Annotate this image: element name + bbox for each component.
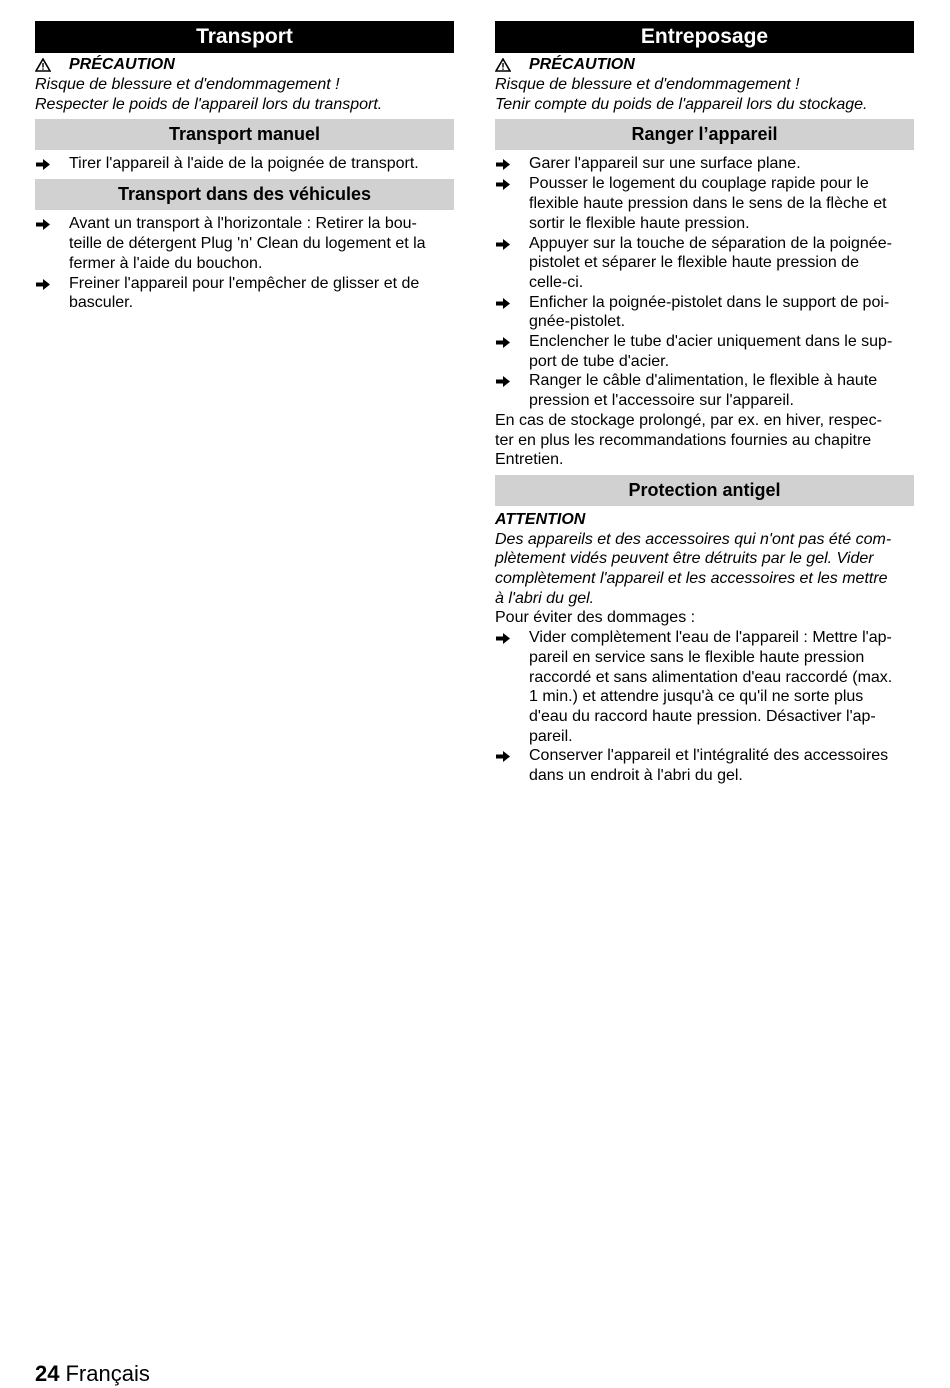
list-item [35,274,454,313]
list-item-text: pistolet et séparer le flexible haute pression de [529,254,859,272]
list-item [495,371,914,410]
caution-text: Tenir compte du poids de l'appareil lors du stockage. [495,95,868,113]
list-item [495,628,914,746]
arrow-right-icon [495,371,529,391]
left-column [35,21,454,313]
arrow-right-icon [495,234,529,254]
list-item [495,332,914,371]
attention-title: ATTENTION [495,510,586,528]
list-item-text: dans un endroit à l'abri du gel. [529,767,743,785]
list-item-text: basculer. [69,294,134,312]
caution-header [495,55,914,75]
list-item [495,293,914,332]
list-item-text: Enficher la poignée-pistolet dans le support de poi- [529,293,890,311]
list-item [495,234,914,293]
list-item-text: sortir le flexible haute pression. [529,214,750,232]
caution-text: Risque de blessure et d'endommagement ! [495,76,800,93]
list-item-text: d'eau du raccord haute pression. Désactiver l'ap- [529,707,876,725]
page-number: 24 [35,1361,60,1386]
list-item-text: Ranger le câble d'alimentation, le flexible à haute [529,372,878,390]
list-item-text: Avant un transport à l'horizontale : Retirer la bou- [69,215,417,233]
paragraph-text: En cas de stockage prolongé, par ex. en hiver, respec- [495,411,882,429]
list-item-text: pareil en service sans le flexible haute pression [529,648,865,666]
list-item-text: gnée-pistolet. [529,313,626,331]
right-column [495,21,914,786]
list-item [495,174,914,233]
subsection-title-ranger: Ranger l’appareil [495,119,914,150]
arrow-right-icon [495,746,529,766]
list-item-text: Appuyer sur la touche de séparation de la poignée- [529,234,892,252]
attention-text: plètement vidés peuvent être détruits par le gel. Vider [495,550,874,568]
attention-text: Des appareils et des accessoires qui n'ont pas été com- [495,530,892,548]
warning-triangle-icon [35,55,69,75]
subsection-title-transport-manuel: Transport manuel [35,119,454,150]
list-item-text: Garer l'appareil sur une surface plane. [529,155,801,173]
arrow-right-icon [495,293,529,313]
list-item-text: fermer à l'aide du bouchon. [69,254,263,272]
list-item [35,154,454,174]
section-title-entreposage: Entreposage [495,21,914,53]
caution-header [35,55,454,75]
list-item-text: Enclencher le tube d'acier uniquement dans le sup- [529,333,893,351]
arrow-right-icon [35,154,69,174]
list-item-text: pression et l'accessoire sur l'appareil. [529,392,794,410]
arrow-right-icon [35,214,69,234]
list-item-text: Freiner l'appareil pour l'empêcher de glisser et de [69,274,420,292]
arrow-right-icon [495,174,529,194]
footer-language: Français [65,1361,150,1386]
list-item-text: raccordé et sans alimentation d'eau raccordé (max. [529,668,893,686]
list-item [495,154,914,174]
warning-triangle-icon [495,55,529,75]
list-item-text: 1 min.) et attendre jusqu'à ce qu'il ne sorte plus [529,688,864,706]
section-title-transport: Transport [35,21,454,53]
paragraph-text: Entretien. [495,451,564,469]
arrow-right-icon [495,154,529,174]
page-footer [35,1360,150,1388]
caution-text: Respecter le poids de l'appareil lors du transport. [35,95,383,113]
subsection-title-transport-vehicules: Transport dans des véhicules [35,179,454,210]
list-item-text: Conserver l'appareil et l'intégralité des accessoires [529,747,889,765]
attention-text: complètement l'appareil et les accessoires et les mettre [495,570,888,588]
list-item-text: teille de détergent Plug 'n' Clean du logement et la [69,235,426,253]
arrow-right-icon [495,332,529,352]
arrow-right-icon [495,628,529,648]
intro-text: Pour éviter des dommages : [495,609,696,627]
arrow-right-icon [35,274,69,294]
list-item [495,746,914,785]
list-item-text: celle-ci. [529,273,584,291]
list-item-text: flexible haute pression dans le sens de la flèche et [529,195,887,213]
list-item-text: port de tube d'acier. [529,352,670,370]
list-item-text: Vider complètement l'eau de l'appareil : Mettre l'ap- [529,629,892,647]
caution-title: PRÉCAUTION [69,56,175,74]
caution-title: PRÉCAUTION [529,56,635,74]
subsection-title-antigel: Protection antigel [495,475,914,506]
list-item-text: pareil. [529,727,573,745]
list-item-text: Pousser le logement du couplage rapide pour le [529,175,869,193]
list-item-text: Tirer l'appareil à l'aide de la poignée de transport. [69,155,419,173]
attention-text: à l'abri du gel. [495,589,595,607]
caution-text: Risque de blessure et d'endommagement ! [35,76,340,93]
list-item [35,214,454,273]
paragraph-text: ter en plus les recommandations fournies au chapitre [495,431,872,449]
